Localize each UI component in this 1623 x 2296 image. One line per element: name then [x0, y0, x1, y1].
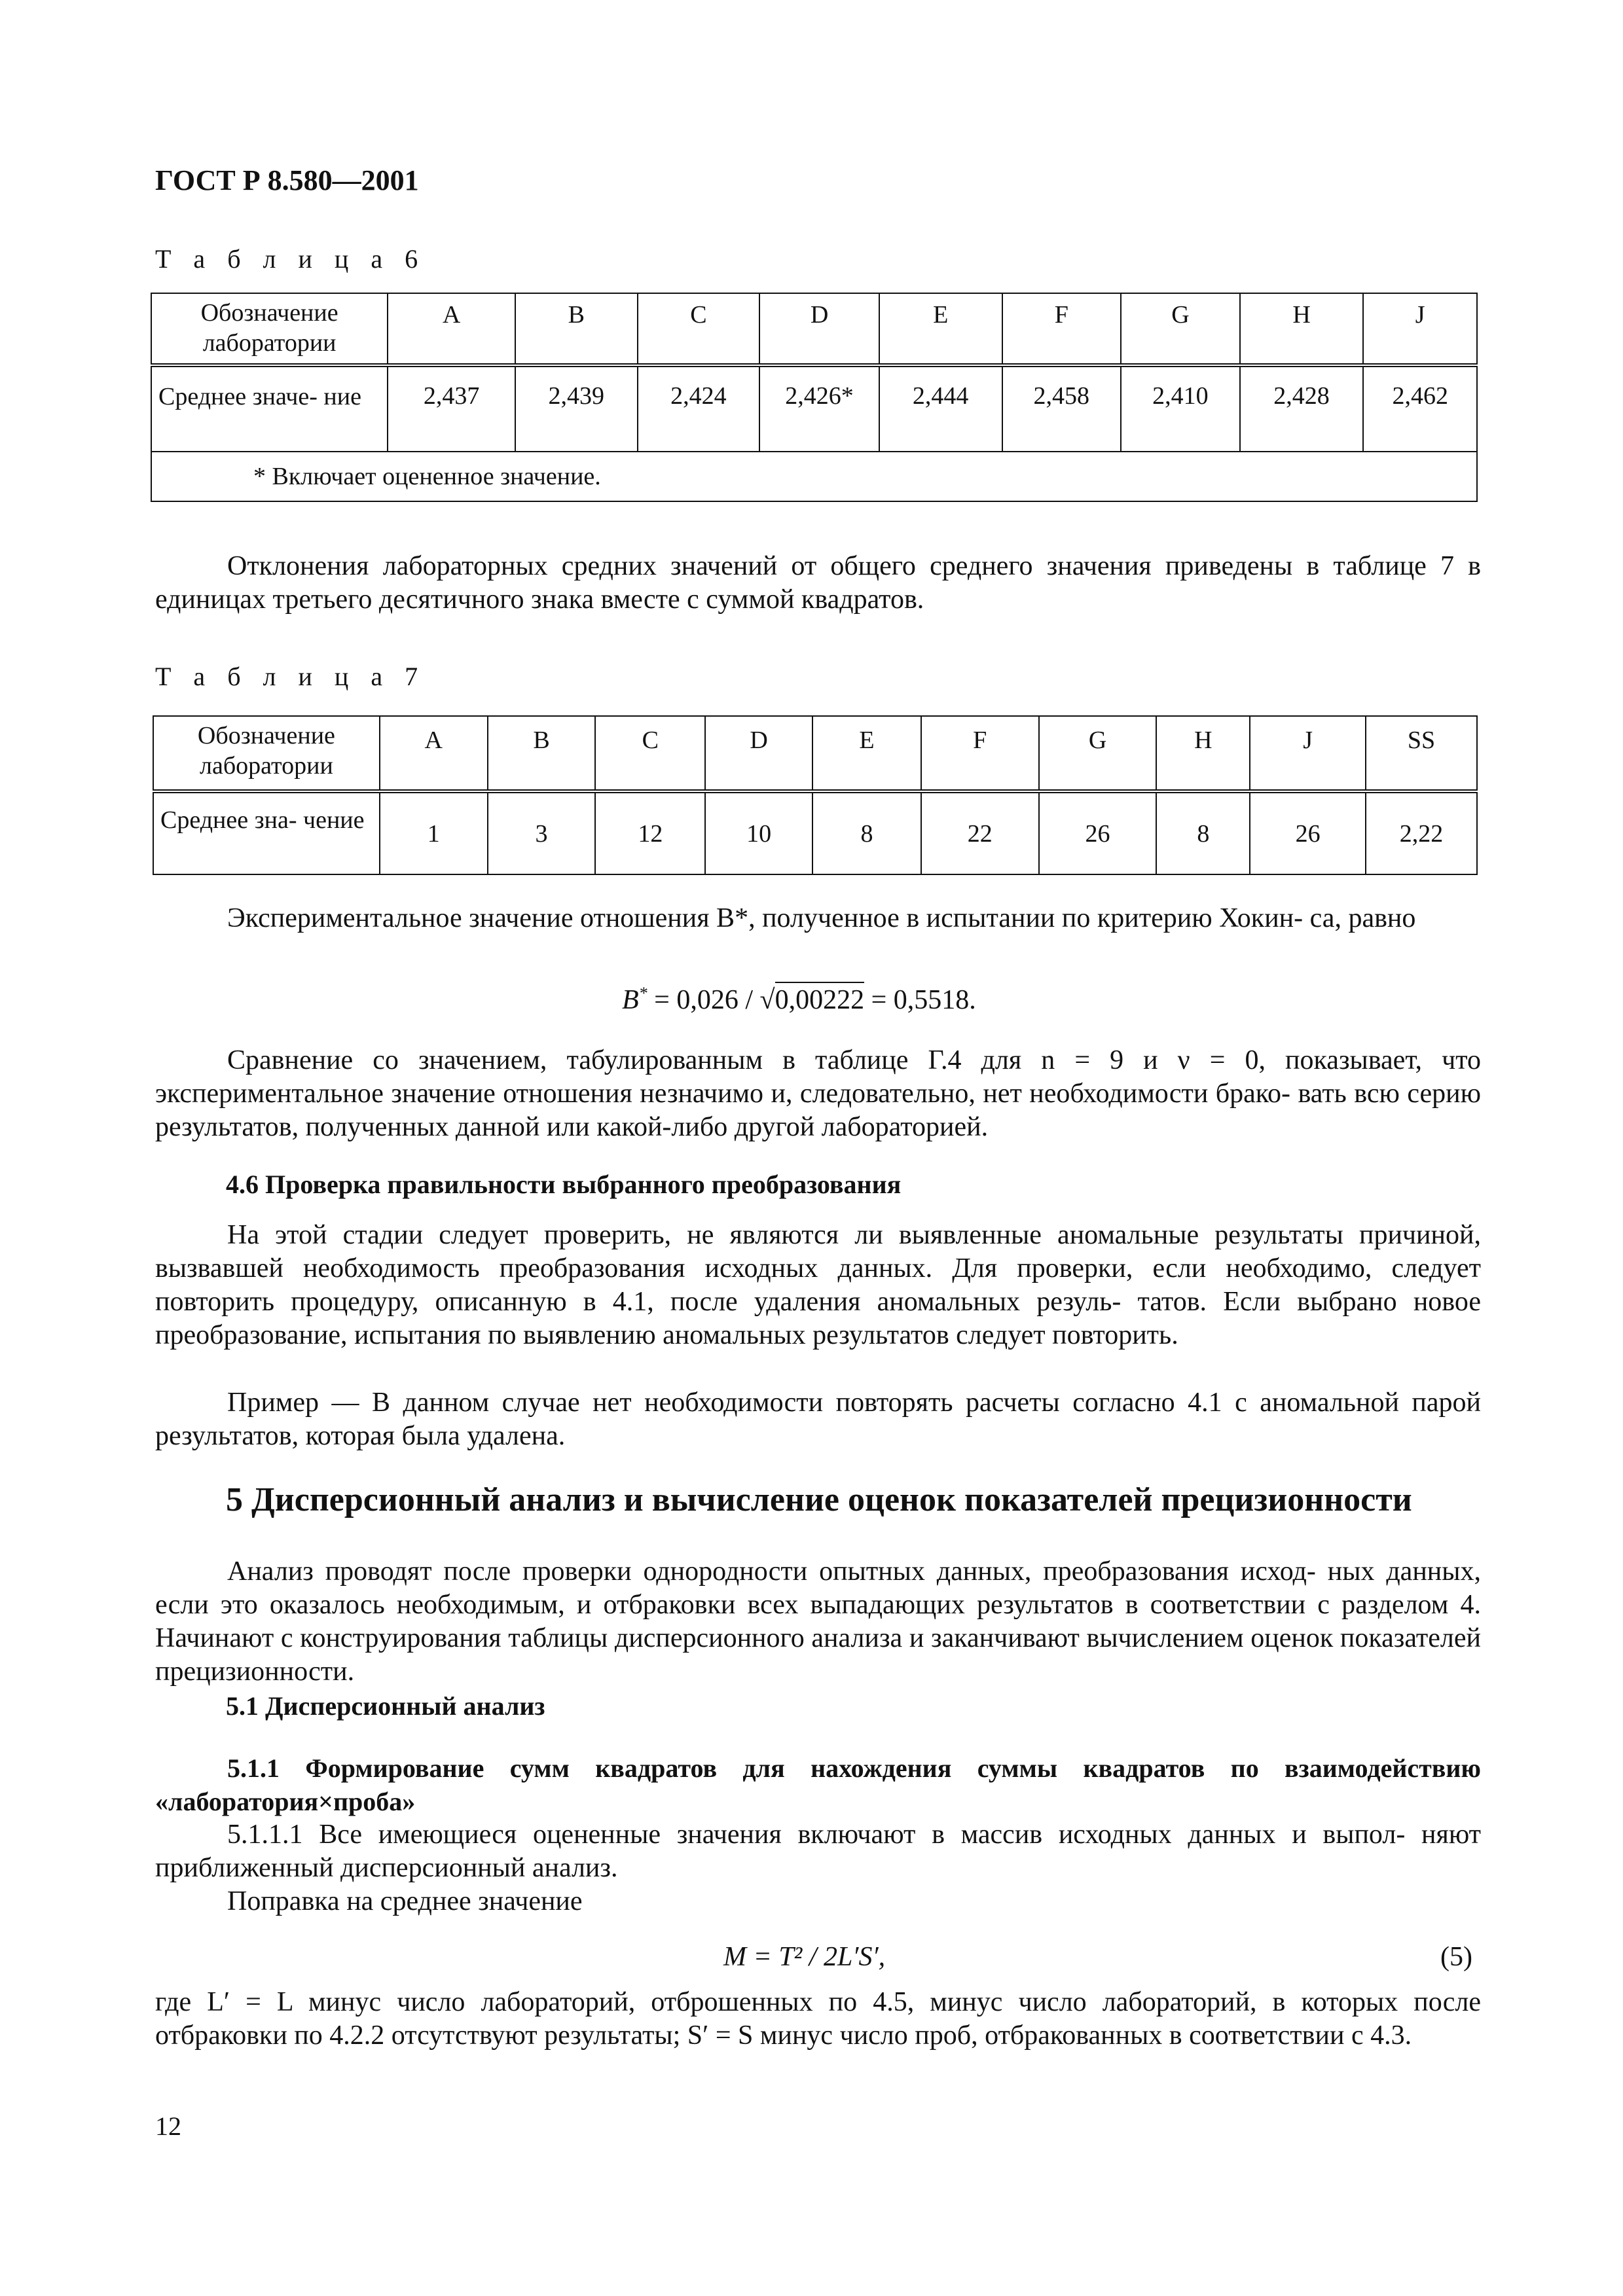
heading-4-6: 4.6 Проверка правильности выбранного преобразования — [226, 1170, 902, 1199]
table-7-lab-a: A — [380, 716, 488, 791]
table-7-value-g: 26 — [1039, 791, 1157, 874]
table-7-lab-ss: SS — [1366, 716, 1477, 791]
table-6-caption: Т а б л и ц а 6 — [155, 244, 426, 274]
table-6-lab-d: D — [759, 293, 879, 365]
paragraph-where: где L′ = L минус число лабораторий, отброшенных по 4.5, минус число лабораторий, в которых после отбраковки по 4.2.2 отсутствуют результаты; S′ = S минус число проб, отбракованных в соответствии с 4.3. — [155, 1987, 1481, 2051]
table-7-value-c: 12 — [595, 791, 705, 874]
table-6-lab-g: G — [1121, 293, 1240, 365]
table-6-lab-j: J — [1363, 293, 1477, 365]
sqrt-icon: √ — [759, 985, 775, 1015]
table-6-lab-a: A — [388, 293, 515, 365]
table-6-mean-c: 2,424 — [638, 365, 760, 452]
table-7-value-a: 1 — [380, 791, 488, 874]
table-6-lab-f: F — [1002, 293, 1122, 365]
formula-b-eq1: = 0,026 / — [647, 985, 760, 1015]
table-7 — [153, 715, 1478, 875]
table-7-lab-j: J — [1250, 716, 1366, 791]
table-6-lab-c: C — [638, 293, 760, 365]
paragraph-correction: Поправка на среднее значение — [227, 1886, 583, 1916]
table-7-caption: Т а б л и ц а 7 — [155, 662, 426, 691]
table-7-value-h: 8 — [1156, 791, 1250, 874]
formula-b-radicand: 0,00222 — [775, 982, 865, 1016]
table-6-mean-h: 2,428 — [1240, 365, 1364, 452]
heading-section-5: 5 Дисперсионный анализ и вычисление оценок показателей прецизионности — [226, 1481, 1412, 1518]
table-7-value-b: 3 — [488, 791, 596, 874]
table-6-mean-d: 2,426* — [759, 365, 879, 452]
table-6-lab-e: E — [879, 293, 1002, 365]
table-7-lab-h: H — [1156, 716, 1250, 791]
table-6-mean-e: 2,444 — [879, 365, 1002, 452]
formula-m: M = T² / 2L′S′, — [723, 1942, 886, 1972]
table-6-mean-header: Среднее значе- ние — [151, 365, 388, 452]
table-6 — [151, 293, 1478, 502]
table-6-lab-h: H — [1240, 293, 1364, 365]
table-6-lab-header: Обозначение лаборатории — [151, 293, 388, 365]
table-6-mean-g: 2,410 — [1121, 365, 1240, 452]
table-7-lab-b: B — [488, 716, 596, 791]
table-7-value-d: 10 — [705, 791, 812, 874]
paragraph-deviations: Отклонения лабораторных средних значений от общего среднего значения приведены в таблице 7 в единицах третьего десятичного знака вместе с суммой квадратов. — [155, 551, 1481, 615]
paragraph-check: На этой стадии следует проверить, не являются ли выявленные аномальные результаты причиной, вызвавшей необходимость преобразования исходных данных. Для проверки, если необходимо, следует повторить процедуру, описанную в 4.1, после удаления аномальных резуль- татов. Если выбрано новое преобразование, испытания по выявлению аномальных результатов следует повторить. — [155, 1220, 1481, 1350]
table-6-mean-a: 2,437 — [388, 365, 515, 452]
table-6-mean-j: 2,462 — [1363, 365, 1477, 452]
formula-b-eq2: = 0,5518. — [864, 985, 976, 1015]
paragraph-example: Пример — В данном случае нет необходимости повторять расчеты согласно 4.1 с аномальной парой результатов, которая была удалена. — [155, 1388, 1481, 1451]
table-7-lab-f: F — [921, 716, 1039, 791]
paragraph-comparison: Сравнение со значением, табулированным в таблице Г.4 для n = 9 и ν = 0, показывает, что экспериментальное значение отношения незначимо и, следовательно, нет необходимости брако- вать всю серию результатов, полученных данной или какой-либо другой лабораторией. — [155, 1045, 1481, 1142]
table-7-value-e: 8 — [812, 791, 921, 874]
table-7-lab-e: E — [812, 716, 921, 791]
paragraph-5-1-1-1: 5.1.1.1 Все имеющиеся оцененные значения включают в массив исходных данных и выпол- няют приближенный дисперсионный анализ. — [155, 1820, 1481, 1883]
table-7-mean-header: Среднее зна- чение — [153, 791, 380, 874]
table-7-value-f: 22 — [921, 791, 1039, 874]
document-header: ГОСТ Р 8.580—2001 — [155, 164, 419, 196]
heading-5-1: 5.1 Дисперсионный анализ — [226, 1691, 545, 1721]
paragraph-hawkins: Экспериментальное значение отношения B*, полученное в испытании по критерию Хокин- са, равно — [227, 903, 1416, 933]
table-7-lab-d: D — [705, 716, 812, 791]
table-7-value-ss: 2,22 — [1366, 791, 1477, 874]
table-7-lab-header: Обозначение лаборатории — [153, 716, 380, 791]
table-6-mean-b: 2,439 — [515, 365, 638, 452]
table-7-lab-c: C — [595, 716, 705, 791]
formula-b-star — [622, 982, 976, 1016]
formula-b-sup: * — [638, 984, 647, 1003]
table-6-mean-f: 2,458 — [1002, 365, 1122, 452]
formula-b-lhs: B — [622, 985, 639, 1015]
equation-number: (5) — [1440, 1942, 1472, 1972]
heading-5-1-1: 5.1.1 Формирование сумм квадратов для нахождения суммы квадратов по взаимодействию «лаборатория×проба» — [155, 1753, 1481, 1816]
paragraph-analysis: Анализ проводят после проверки однородности опытных данных, преобразования исход- ных данных, если это оказалось необходимым, и отбраковки всех выпадающих результатов в соответствии с разделом 4. Начинают с конструирования таблицы дисперсионного анализа и заканчивают вычислением оценок показателей прецизионности. — [155, 1556, 1481, 1687]
table-6-footnote: * Включает оцененное значение. — [151, 452, 1477, 501]
table-6-lab-b: B — [515, 293, 638, 365]
page-number: 12 — [155, 2111, 181, 2141]
table-7-value-j: 26 — [1250, 791, 1366, 874]
table-7-lab-g: G — [1039, 716, 1157, 791]
